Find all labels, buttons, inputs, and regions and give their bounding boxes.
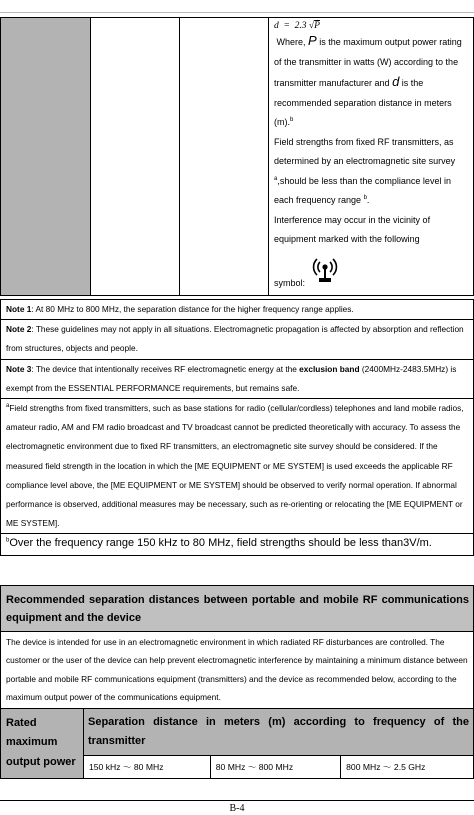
- table-title: Recommended separation distances between portable and mobile RF communications equipment and the device: [1, 586, 474, 632]
- field-strength-text: Field strengths from fixed RF transmitters, as determined by an electromagnetic site survey $^a$,should be less than the compliance level in each frequency range $^b$.: [274, 136, 456, 205]
- notes-block: [0, 299, 474, 556]
- note-1: Note 1: At 80 MHz to 800 MHz, the separation distance for the higher frequency range applies.: [1, 300, 473, 320]
- non-ionizing-radiation-icon: [310, 254, 340, 294]
- page-number: B-4: [229, 803, 245, 814]
- compliance-table-continuation: [0, 17, 474, 296]
- guidance-cell: [269, 18, 474, 296]
- freq-header-2: 80 MHz ～ 800 MHz: [210, 755, 340, 778]
- freq-header-1: 150 kHz ～ 80 MHz: [84, 755, 211, 778]
- gray-cell: [1, 18, 91, 296]
- footnote-b: $^b$Over the frequency range 150 kHz to 80 MHz, field strengths should be less than3V/m.: [6, 537, 432, 550]
- symbol-label: symbol:: [274, 277, 306, 288]
- freq-header-3: 800 MHz ～ 2.5 GHz: [341, 755, 474, 778]
- footnote-a: $^a$Field strengths from fixed transmitters, such as base stations for radio (cellular/cordless) telephones and land mobile radios, amateur radio, AM and FM radio broadcast and TV broadcast cannot be predicted theoretically with accuracy. To assess the electromagnetic environment due to fixed RF transmitters, an electromagnetic site survey should be considered. If the measured field strength in the location in which the [ME EQUIPMENT or ME SYSTEM] is used exceeds the applicable RF compliance level above, the [ME EQUIPMENT or ME SYSTEM] should be observed to verify normal operation. If abnormal performance is observed, additional measures may be necessary, such as re-orienting or relocating the [ME EQUIPMENT or ME SYSTEM].: [1, 399, 473, 534]
- note-3: Note 3: The device that intentionally receives RF electromagnetic energy at the exclusion band (2400MHz-2483.5MHz) is exempt from the ESSENTIAL PERFORMANCE requirements, but remains safe.: [1, 360, 473, 399]
- recommended-distances-table: [0, 585, 474, 779]
- footer-rule: [0, 800, 474, 801]
- empty-cell: [180, 18, 269, 296]
- separation-formula: d = 2.3 √P: [274, 21, 320, 31]
- rated-power-header: Rated maximum output power: [1, 708, 84, 778]
- note-2: Note 2: These guidelines may not apply in all situations. Electromagnetic propagation is affected by absorption and reflection from structures, objects and people.: [1, 320, 473, 359]
- symbol-row: [274, 254, 469, 294]
- table-intro: The device is intended for use in an electromagnetic environment in which radiated RF disturbances are controlled. The customer or the user of the device can help prevent electromagnetic interference by maintaining a minimum distance between portable and mobile RF communications equipment (transmitters) and the device as recommended below, according to the maximum output power of the communications equipment.: [1, 632, 474, 709]
- top-rule: [0, 12, 474, 13]
- where-text: Where, P is the maximum output power rating of the transmitter in watts (W) according to the transmitter manufacturer and d is the recommended separation distance in meters (m).$^b$: [274, 33, 462, 127]
- empty-cell: [91, 18, 180, 296]
- separation-distance-header: Separation distance in meters (m) according to frequency of the transmitter: [84, 708, 474, 755]
- interference-text: Interference may occur in the vicinity of equipment marked with the following: [274, 214, 431, 244]
